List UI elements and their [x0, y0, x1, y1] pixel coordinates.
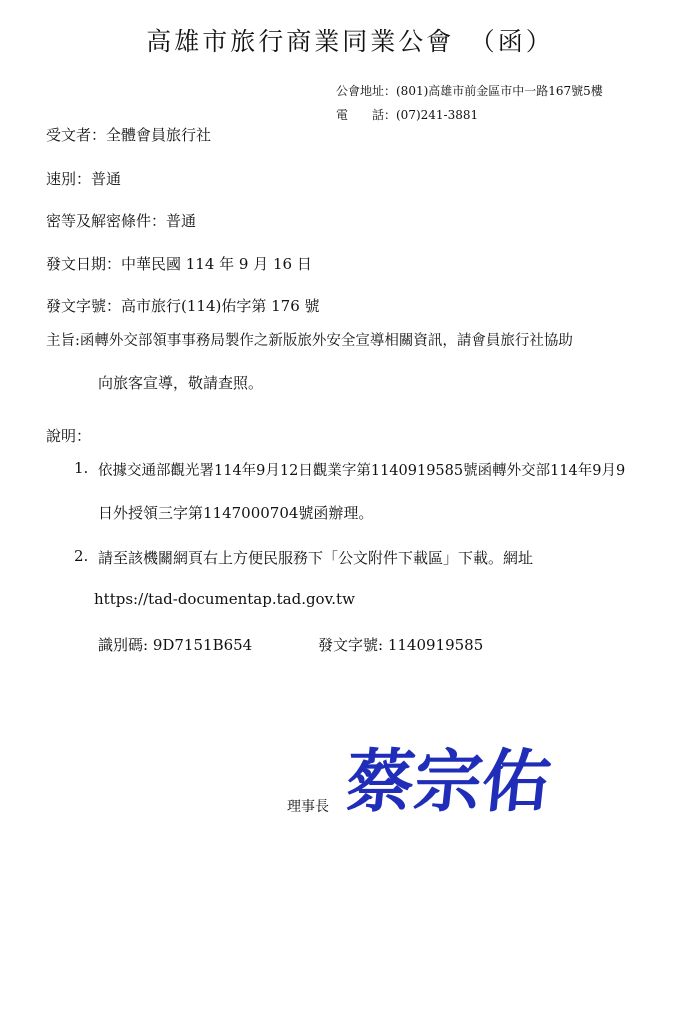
send-document-number: 發文字號: 1140919585 — [318, 636, 484, 654]
association-address: 公會地址：(801)高雄市前金區市中一路167號5樓 — [336, 84, 603, 98]
association-phone: 電 話：(07)241-3881 — [336, 108, 479, 122]
explanation-heading: 說明： — [46, 427, 92, 445]
speed-field: 速別：普通 — [46, 170, 122, 188]
confidentiality-field: 密等及解密條件：普通 — [46, 212, 197, 230]
doc-number-field: 發文字號：高市旅行(114)佑字第 176 號 — [46, 297, 320, 315]
item-2-line-1: 請至該機關網頁右上方便民服務下「公文附件下載區」下載。網址 — [98, 549, 534, 567]
item-1-line-2: 日外授領三字第1147000704號函辦理。 — [98, 504, 374, 522]
item-1-line-1: 依據交通部觀光署114年9月12日觀業字第1140919585號函轉外交部114年9月9 — [98, 463, 626, 479]
recipient-field: 受文者：全體會員旅行社 — [46, 126, 212, 144]
document-title: 高雄市旅行商業同業公會 （函） — [146, 27, 554, 56]
chairman-role-label: 理事長 — [287, 799, 329, 815]
subject-line-1: 主旨:函轉外交部領事事務局製作之新版旅外安全宣導相關資訊，請會員旅行社協助 — [46, 333, 573, 349]
item-2-url: https://tad-documentap.tad.gov.tw — [94, 590, 355, 608]
identification-code: 識別碼: 9D7151B654 — [98, 636, 253, 654]
date-field: 發文日期：中華民國 114 年 9 月 16 日 — [46, 255, 312, 273]
chairman-signature: 蔡宗佑 — [342, 742, 555, 822]
item-1-number: 1. — [74, 459, 89, 477]
item-2-number: 2. — [74, 547, 89, 565]
subject-line-2: 向旅客宣導，敬請查照。 — [98, 374, 264, 392]
